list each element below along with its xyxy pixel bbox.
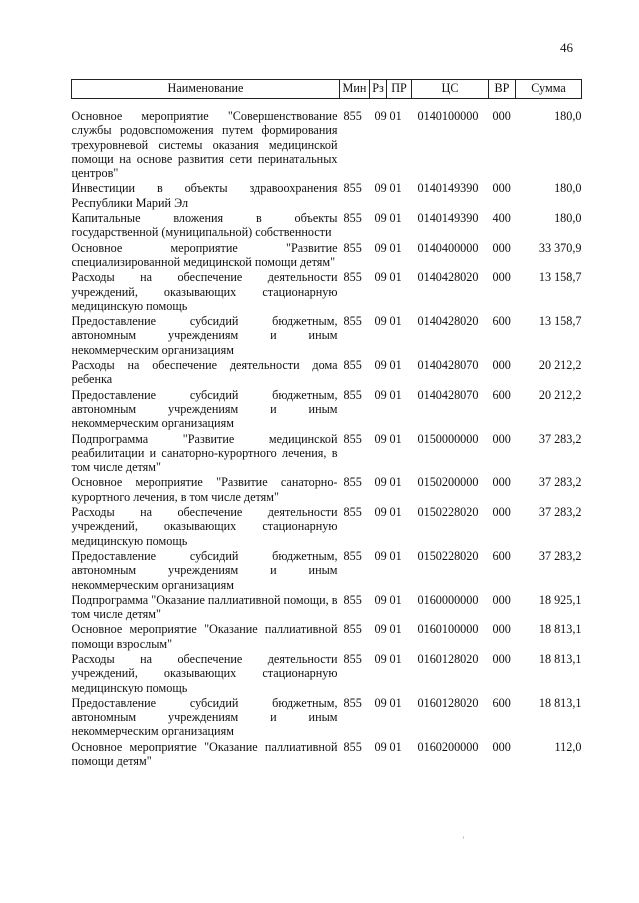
header-cs: ЦС [412,80,489,99]
cell-min: 855 [343,695,362,710]
cell-sum: 33 370,9 [538,240,582,255]
cell-pr: 01 [389,431,402,446]
table-row [72,358,582,388]
cell-cs: 0140428020 [417,270,479,285]
cell-min: 855 [343,739,362,754]
cell-vr: 000 [492,622,511,637]
cell-sum: 18 813,1 [538,622,582,637]
cell-sum: 13 158,7 [538,270,582,285]
cell-sum: 18 813,1 [538,695,582,710]
cell-min: 855 [343,240,362,255]
cell-vr: 000 [492,592,511,607]
cell-name: Капитальные вложения в объекты государственной (муниципальной) собственности [71,211,338,240]
spacer-cell [72,99,582,110]
cell-cs: 0150200000 [417,475,479,490]
cell-sum: 37 283,2 [538,505,582,520]
cell-vr: 000 [492,109,511,123]
cell-vr: 000 [492,475,511,490]
table-row [72,505,582,549]
cell-min: 855 [343,592,362,607]
header-spacer [72,99,582,110]
table-row [72,314,582,358]
header-rz: Рз [370,80,387,99]
table-row [72,549,582,593]
table-row [72,241,582,271]
table-body [72,99,582,770]
cell-min: 855 [343,651,362,666]
table-row [72,432,582,476]
table-row [72,740,582,770]
table-row [72,388,582,432]
cell-rz: 09 [374,211,387,226]
cell-vr: 000 [492,358,511,373]
cell-min: 855 [343,622,362,637]
cell-cs: 0150000000 [417,431,479,446]
cell-min: 855 [343,109,362,123]
cell-cs: 0140400000 [417,240,479,255]
table-row [72,211,582,241]
cell-vr: 600 [492,695,511,710]
cell-name: Предоставление субсидий бюджетным, автономным учреждениям и иным некоммерческим организациям [71,695,338,739]
cell-vr: 600 [492,548,511,563]
cell-pr: 01 [389,592,402,607]
cell-sum: 112,0 [554,739,582,754]
cell-vr: 000 [492,181,511,196]
cell-pr: 01 [389,211,402,226]
cell-name: Основное мероприятие "Оказание паллиативной помощи взрослым" [71,622,338,651]
cell-cs: 0150228020 [417,548,479,563]
cell-cs: 0140100000 [417,109,479,123]
cell-sum: 18 813,1 [538,651,582,666]
table-row [72,593,582,623]
cell-pr: 01 [389,695,402,710]
cell-pr: 01 [389,505,402,520]
cell-rz: 09 [374,505,387,520]
cell-pr: 01 [389,314,402,329]
cell-cs: 0140149390 [417,181,479,196]
cell-rz: 09 [374,622,387,637]
cell-sum: 20 212,2 [538,358,582,373]
cell-name: Расходы на обеспечение деятельности учреждений, оказывающих стационарную медицинскую помощь [71,505,338,548]
cell-pr: 01 [389,181,402,196]
cell-pr: 01 [389,240,402,255]
cell-rz: 09 [374,431,387,446]
cell-sum: 20 212,2 [538,387,582,402]
cell-name: Подпрограмма "Оказание паллиативной помощи, в том числе детям" [71,592,338,622]
header-sum: Сумма [516,80,582,99]
cell-name: Основное мероприятие "Развитие специализированной медицинской помощи детям" [71,240,338,269]
cell-pr: 01 [389,739,402,754]
cell-rz: 09 [374,695,387,710]
cell-cs: 0140428070 [417,358,479,373]
cell-name: Основное мероприятие "Развитие санаторно-курортного лечения, в том числе детям" [71,475,338,504]
cell-rz: 09 [374,109,387,123]
table-row [72,109,582,181]
cell-rz: 09 [374,475,387,490]
cell-rz: 09 [374,387,387,402]
budget-table [71,79,582,769]
cell-pr: 01 [389,109,402,123]
cell-vr: 600 [492,387,511,402]
cell-vr: 000 [492,270,511,285]
cell-min: 855 [343,358,362,373]
cell-name: Расходы на обеспечение деятельности учреждений, оказывающих стационарную медицинскую помощь [71,651,338,695]
cell-cs: 0160200000 [417,739,479,754]
cell-rz: 09 [374,181,387,196]
cell-name: Инвестиции в объекты здравоохранения Республики Марий Эл [71,181,338,210]
cell-vr: 000 [492,739,511,754]
cell-pr: 01 [389,358,402,373]
cell-name: Основное мероприятие "Оказание паллиативной помощи детям" [71,739,338,769]
cell-cs: 0160128020 [417,695,479,710]
cell-vr: 000 [492,240,511,255]
cell-name: Предоставление субсидий бюджетным, автономным учреждениям и иным некоммерческим организациям [71,548,338,592]
cell-sum: 180,0 [554,181,582,196]
cell-min: 855 [343,211,362,226]
cell-min: 855 [343,548,362,563]
cell-name: Основное мероприятие "Совершенствование службы родовспоможения путем формирования трехуровневой системы оказания медицинской помощи на основе развития сети перинатальных центров" [71,109,338,181]
cell-rz: 09 [374,358,387,373]
cell-rz: 09 [374,240,387,255]
table-row [72,475,582,505]
cell-vr: 000 [492,651,511,666]
cell-min: 855 [343,181,362,196]
table-row [72,181,582,211]
header-min: Мин [340,80,370,99]
cell-cs: 0140428020 [417,314,479,329]
cell-name: Расходы на обеспечение деятельности учреждений, оказывающих стационарную медицинскую помощь [71,270,338,313]
cell-sum: 37 283,2 [538,431,582,446]
cell-sum: 13 158,7 [538,314,582,329]
cell-sum: 180,0 [554,109,582,123]
cell-cs: 0140428070 [417,387,479,402]
table-row [72,696,582,740]
cell-vr: 600 [492,314,511,329]
table-row [72,652,582,696]
cell-sum: 18 925,1 [538,592,582,607]
cell-sum: 180,0 [554,211,582,226]
table-header [72,80,582,99]
cell-sum: 37 283,2 [538,475,582,490]
cell-min: 855 [343,314,362,329]
page-number: 46 [560,40,573,55]
cell-min: 855 [343,475,362,490]
cell-pr: 01 [389,270,402,285]
cell-name: Предоставление субсидий бюджетным, автономным учреждениям и иным некоммерческим организациям [71,387,338,431]
header-pr: ПР [387,80,412,99]
budget-table-container [71,79,581,769]
table-row [72,622,582,652]
cell-name: Предоставление субсидий бюджетным, автономным учреждениям и иным некоммерческим организациям [71,314,338,357]
cell-rz: 09 [374,314,387,329]
cell-rz: 09 [374,651,387,666]
header-vr: ВР [489,80,516,99]
cell-sum: 37 283,2 [538,548,582,563]
header-row [72,80,582,99]
scan-artifact [463,836,464,839]
cell-rz: 09 [374,739,387,754]
cell-min: 855 [343,505,362,520]
cell-vr: 000 [492,431,511,446]
cell-vr: 000 [492,505,511,520]
cell-cs: 0150228020 [417,505,479,520]
cell-cs: 0160128020 [417,651,479,666]
cell-cs: 0160100000 [417,622,479,637]
cell-pr: 01 [389,475,402,490]
cell-name: Расходы на обеспечение деятельности дома ребенка [71,358,338,387]
cell-min: 855 [343,387,362,402]
cell-min: 855 [343,431,362,446]
cell-rz: 09 [374,270,387,285]
cell-rz: 09 [374,592,387,607]
cell-rz: 09 [374,548,387,563]
cell-vr: 400 [492,211,511,226]
cell-pr: 01 [389,548,402,563]
cell-pr: 01 [389,651,402,666]
table-row [72,270,582,314]
header-name: Наименование [72,80,340,99]
cell-cs: 0140149390 [417,211,479,226]
cell-pr: 01 [389,387,402,402]
cell-cs: 0160000000 [417,592,479,607]
cell-pr: 01 [389,622,402,637]
cell-name: Подпрограмма "Развитие медицинской реабилитации и санаторно-курортного лечения, в том числе детям" [71,431,338,475]
cell-min: 855 [343,270,362,285]
